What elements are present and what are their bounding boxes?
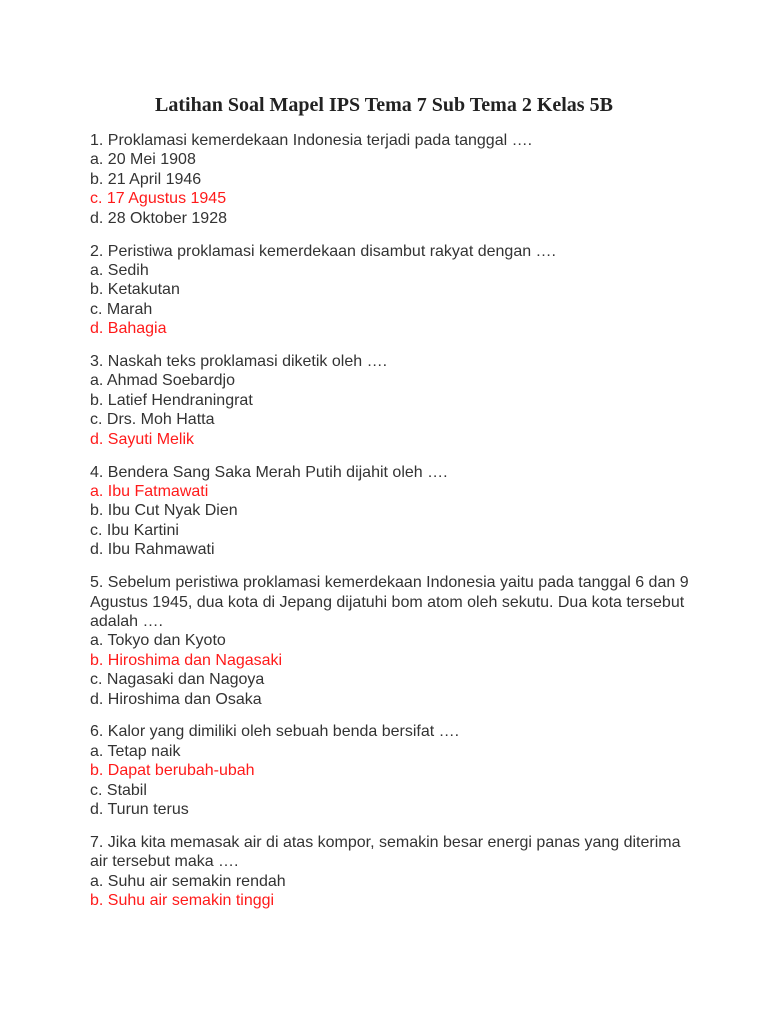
- answer-option: c. Stabil: [90, 781, 147, 799]
- answer-option: b. Ibu Cut Nyak Dien: [90, 502, 238, 520]
- correct-answer-option: b. Suhu air semakin tinggi: [90, 892, 275, 910]
- question-5: [90, 573, 690, 709]
- answer-option: a. Tokyo dan Kyoto: [90, 632, 226, 650]
- question-list: [90, 131, 690, 924]
- correct-answer-option: b. Dapat berubah-ubah: [90, 762, 255, 780]
- answer-option: a. Sedih: [90, 261, 149, 279]
- answer-option: a. 20 Mei 1908: [90, 151, 196, 169]
- question-4: [90, 463, 690, 560]
- answer-option: b. Ketakutan: [90, 281, 180, 299]
- question-6: [90, 722, 690, 819]
- answer-option: d. Ibu Rahmawati: [90, 541, 215, 559]
- correct-answer-option: d. Bahagia: [90, 320, 167, 338]
- question-text: 6. Kalor yang dimiliki oleh sebuah benda bersifat ….: [90, 723, 460, 741]
- question-text: 5. Sebelum peristiwa proklamasi kemerdekaan Indonesia yaitu pada tanggal 6 dan 9 Agustus 1945, dua kota di Jepang dijatuhi bom atom oleh sekutu. Dua kota tersebut adalah ….: [90, 574, 689, 630]
- answer-option: a. Tetap naik: [90, 742, 181, 760]
- answer-option: c. Marah: [90, 300, 153, 318]
- question-text: 3. Naskah teks proklamasi diketik oleh ….: [90, 353, 388, 371]
- question-1: [90, 131, 690, 228]
- question-7: [90, 833, 690, 911]
- answer-option: d. Turun terus: [90, 801, 189, 819]
- document-title: Latihan Soal Mapel IPS Tema 7 Sub Tema 2 Kelas 5B: [155, 94, 613, 116]
- answer-option: a. Ahmad Soebardjo: [90, 372, 235, 390]
- question-2: [90, 242, 690, 339]
- question-3: [90, 352, 690, 449]
- question-text: 1. Proklamasi kemerdekaan Indonesia terjadi pada tanggal ….: [90, 132, 533, 149]
- question-text: 2. Peristiwa proklamasi kemerdekaan disambut rakyat dengan ….: [90, 242, 556, 260]
- answer-option: a. Suhu air semakin rendah: [90, 872, 286, 890]
- correct-answer-option: a. Ibu Fatmawati: [90, 483, 209, 500]
- answer-option: c. Ibu Kartini: [90, 521, 179, 539]
- answer-option: c. Nagasaki dan Nagoya: [90, 671, 265, 689]
- correct-answer-option: c. 17 Agustus 1945: [90, 190, 227, 208]
- question-text: 7. Jika kita memasak air di atas kompor, semakin besar energi panas yang diterima air tersebut maka ….: [90, 834, 681, 871]
- question-text: 4. Bendera Sang Saka Merah Putih dijahit oleh ….: [90, 463, 448, 481]
- correct-answer-option: b. Hiroshima dan Nagasaki: [90, 651, 283, 669]
- answer-option: b. 21 April 1946: [90, 170, 202, 188]
- answer-option: d. 28 Oktober 1928: [90, 209, 227, 227]
- correct-answer-option: d. Sayuti Melik: [90, 430, 195, 448]
- answer-option: d. Hiroshima dan Osaka: [90, 690, 262, 708]
- answer-option: c. Drs. Moh Hatta: [90, 411, 215, 429]
- answer-option: b. Latief Hendraningrat: [90, 391, 253, 409]
